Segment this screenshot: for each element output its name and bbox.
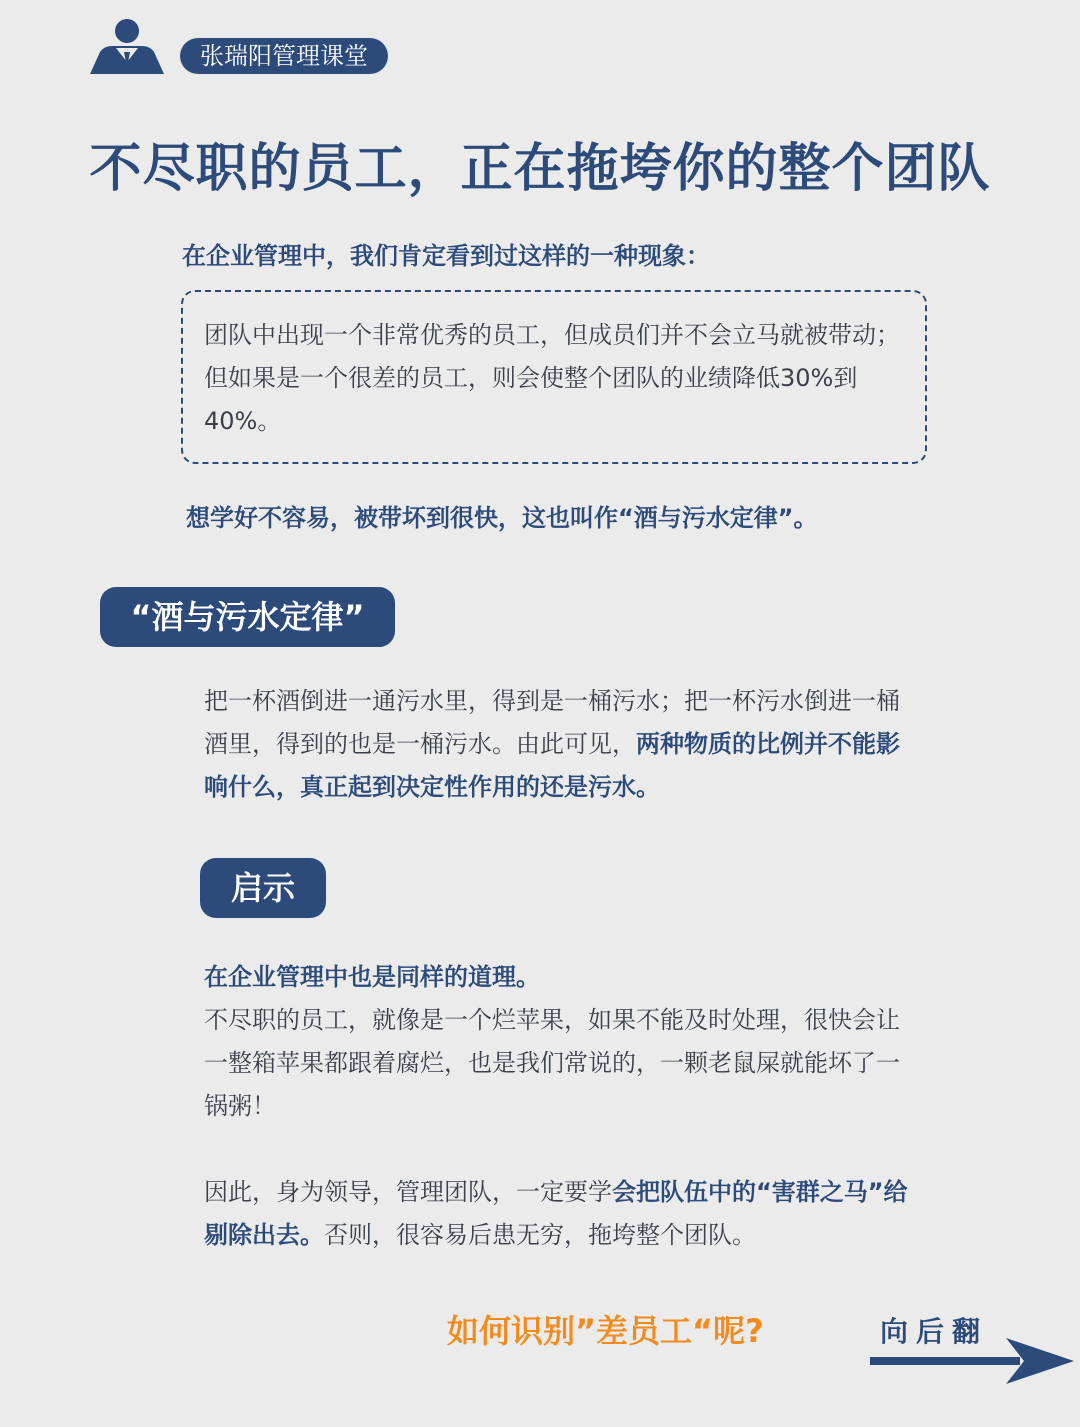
- summary-text: 想学好不容易，被带坏到很快，这也叫作“酒与污水定律”。: [186, 504, 818, 532]
- arrow-right-icon[interactable]: [868, 1334, 1076, 1390]
- page-title: 不尽职的员工，正在拖垮你的整个团队: [89, 139, 991, 199]
- therefore-paragraph: [204, 1171, 909, 1257]
- intro-text: 在企业管理中，我们肯定看到过这样的一种现象：: [182, 242, 710, 270]
- cta-question: 如何识别”差员工“呢?: [447, 1312, 764, 1350]
- law-paragraph: [204, 680, 909, 809]
- law-section-heading: “酒与污水定律”: [100, 587, 395, 647]
- person-icon: [88, 12, 166, 76]
- next-page-label[interactable]: 向后翻: [880, 1315, 989, 1348]
- insight-section-heading: 启示: [200, 858, 326, 918]
- quote-text: 团队中出现一个非常优秀的员工，但成员们并不会立马就被带动；但如果是一个很差的员工，则会使整个团队的业绩降低30%到40%。: [204, 321, 900, 435]
- law-text-bold: 两种物质的比例并不能影响什么，真正起到决定性作用的还是污水。: [204, 730, 900, 801]
- therefore-bold: 会把队伍中的“害群之马”给剔除出去。: [204, 1178, 908, 1249]
- therefore-plain-1: 因此，身为领导，管理团队，一定要学: [204, 1178, 612, 1206]
- insight-paragraph: [204, 956, 909, 1128]
- law-text-plain: 把一杯酒倒进一通污水里，得到是一桶污水；把一杯污水倒进一桶酒里，得到的也是一桶污水。由此可见，: [204, 687, 900, 758]
- insight-lead: 在企业管理中也是同样的道理。: [204, 963, 540, 991]
- brand-badge: 张瑞阳管理课堂: [180, 38, 388, 74]
- insight-body: 不尽职的员工，就像是一个烂苹果，如果不能及时处理，很快会让一整箱苹果都跟着腐烂，也是我们常说的，一颗老鼠屎就能坏了一锅粥！: [204, 1006, 900, 1120]
- therefore-plain-2: 否则，很容易后患无穷，拖垮整个团队。: [324, 1221, 756, 1249]
